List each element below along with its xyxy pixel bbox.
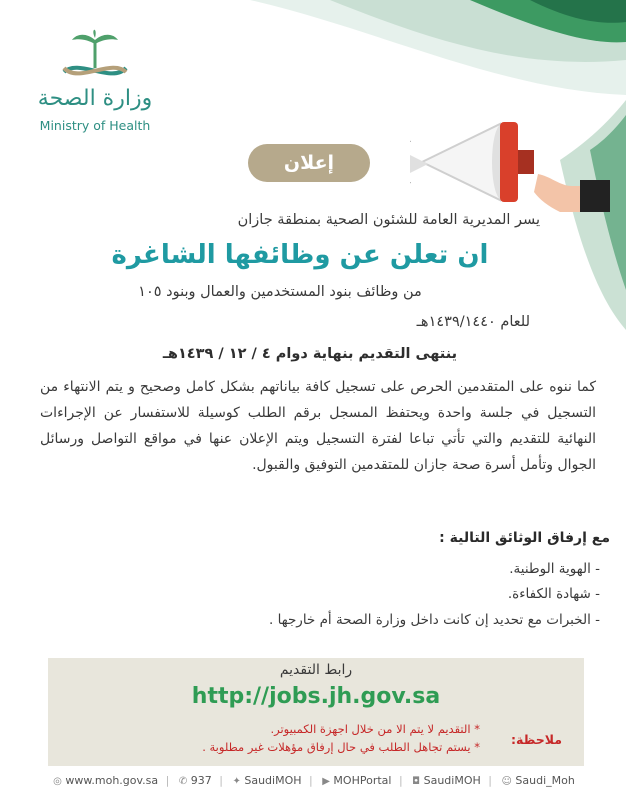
snapchat-icon: ☺ [501, 776, 512, 787]
apply-label: رابط التقديم [279, 662, 353, 678]
phone-icon: ✆ [178, 776, 188, 787]
document-item: - الهوية الوطنية. [509, 561, 600, 577]
announcement-paragraph: كما ننوه على المتقدمين الحرص على تسجيل كافة بياناتهم بشكل كامل وصحيح و يتم الانتهاء من التسجيل في جلسة واحدة ويحتفظ المسجل برقم الطلب كوسيلة للاستفسار عن الإجراءات النهائية للتقديم والتي تأتي تباعا لفترة التسجيل ويتم الإعلان عنها في مواقع التواصل ورسائل الجوال وتأمل أسرة صحة جازان للمتقدمين التوفيق والقبول. [40, 379, 596, 473]
footer-twitter[interactable]: SaudiMOH [244, 774, 302, 787]
footer-youtube[interactable]: MOHPortal [333, 774, 392, 787]
note-item: * يستم تجاهل الطلب في حال إرفاق مؤهلات غير مطلوبة . [202, 740, 480, 754]
announcement-headline: ان تعلن عن وظائفها الشاغرة [111, 240, 489, 270]
logo-name-arabic: وزارة الصحة [37, 86, 153, 111]
footer-website[interactable]: www.moh.gov.sa [65, 774, 159, 787]
footer-snapchat[interactable]: Saudi_Moh [515, 774, 575, 787]
instagram-icon: ◘ [412, 776, 421, 787]
moh-logo-icon [58, 28, 132, 88]
document-item: - الخبرات مع تحديد إن كانت داخل وزارة الصحة أم خارجها . [269, 612, 600, 628]
youtube-icon: ▶ [322, 776, 330, 787]
announcement-intro: يسر المديرية العامة للشئون الصحية بمنطقة جازان [237, 212, 540, 228]
footer-phone[interactable]: 937 [190, 774, 212, 787]
logo-name-english: Ministry of Health [39, 118, 151, 133]
document-item: - شهادة الكفاءة. [507, 586, 600, 602]
announcement-deadline: ينتهى التقديم بنهاية دوام ٤ / ١٢ / ١٤٣٩هـ [162, 346, 458, 362]
announcement-year: للعام ١٤٣٩/١٤٤٠هـ [416, 314, 530, 330]
announcement-job-types: من وظائف بنود المستخدمين والعمال وبنود ١٠٥ [138, 284, 422, 300]
documents-title: مع إرفاق الوثائق التالية : [439, 530, 610, 546]
footer-instagram[interactable]: SaudiMOH [423, 774, 481, 787]
megaphone-icon [410, 102, 610, 212]
note-item: * التقديم لا يتم الا من خلال اجهزة الكمبيوتر. [270, 722, 480, 736]
apply-link[interactable]: http://jobs.jh.gov.sa [191, 684, 441, 709]
footer-contacts: ◎ www.moh.gov.sa | ✆ 937 | ✦ SaudiMOH | ▶ MOHPortal | ◘ SaudiMOH | ☺ Saudi_Moh [53, 774, 575, 787]
note-label: ملاحظة: [511, 732, 562, 747]
globe-icon: ◎ [53, 776, 62, 787]
announcement-badge: إعلان [248, 144, 370, 182]
twitter-icon: ✦ [232, 776, 241, 787]
